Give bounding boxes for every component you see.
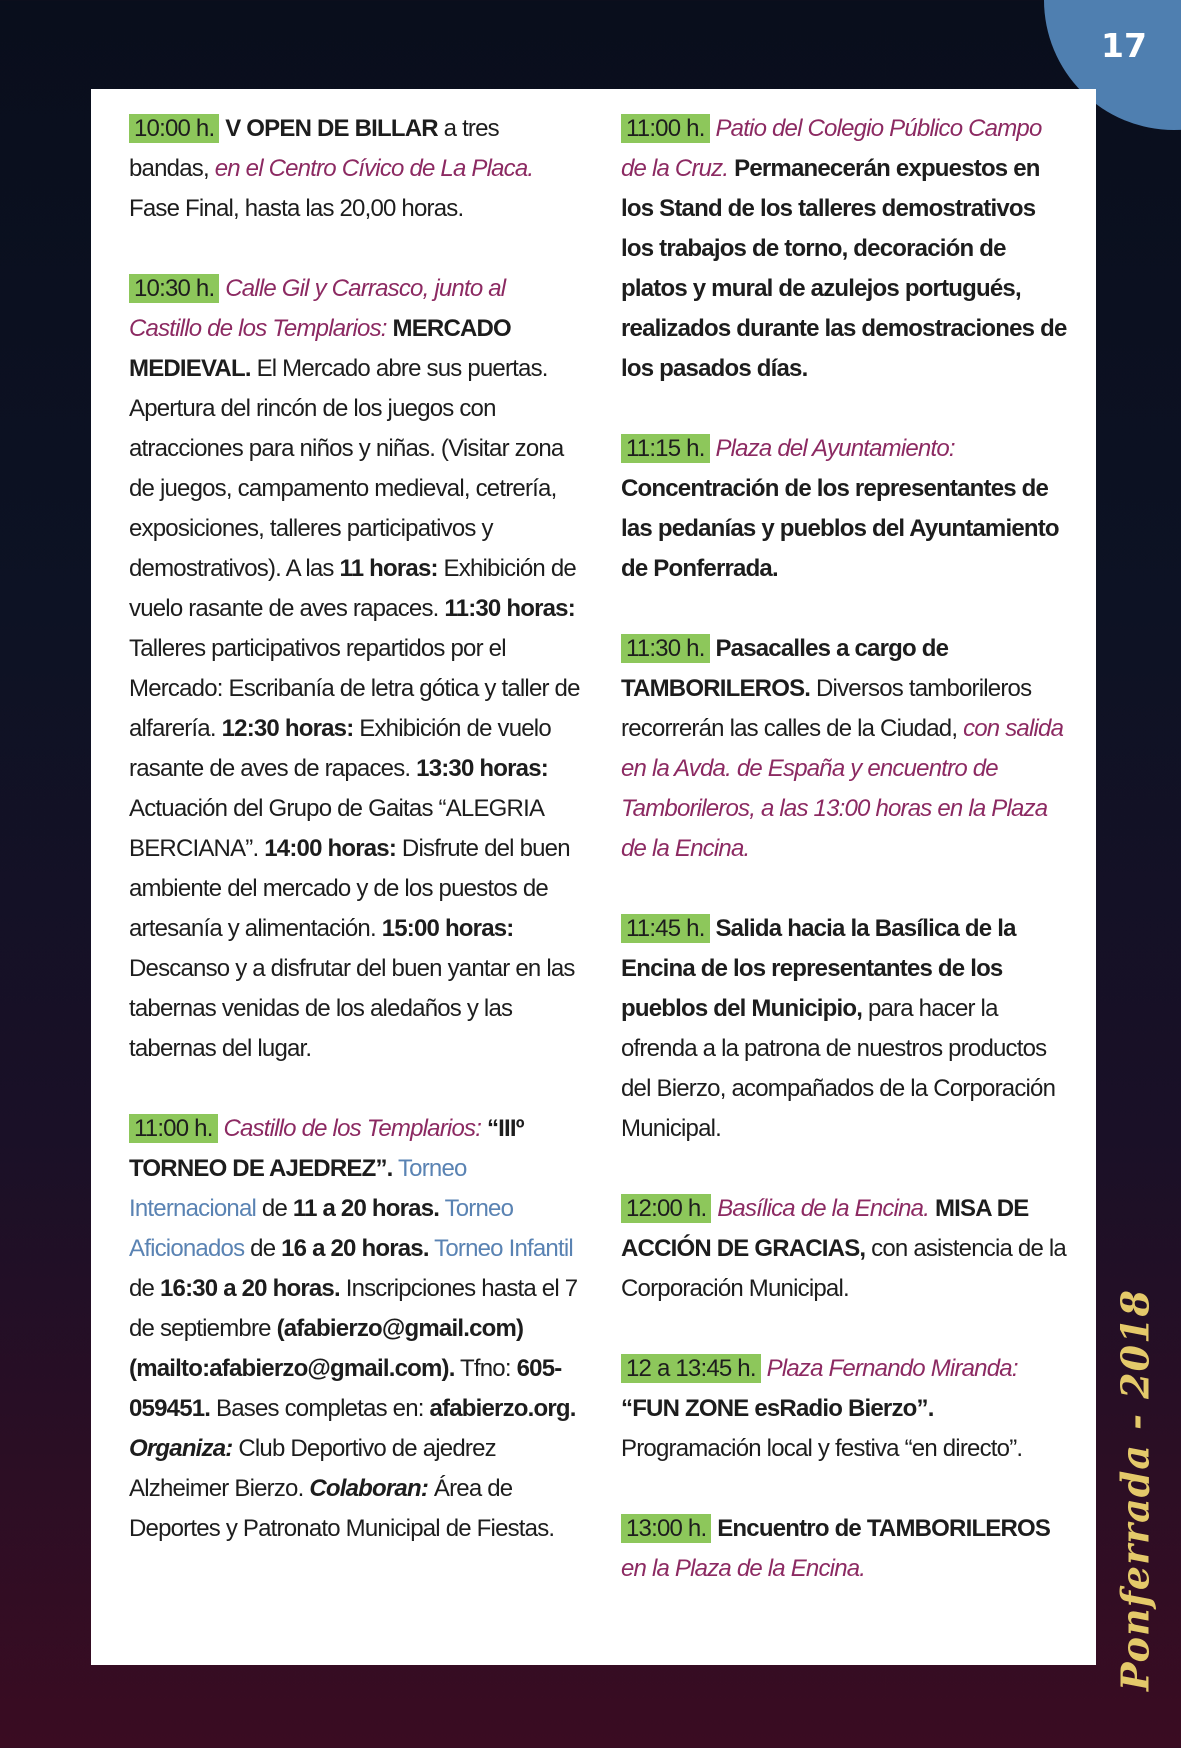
ponferrada-signature: Ponferrada - 2018 — [1112, 1289, 1158, 1691]
event-place: en la Plaza de la Encina. — [621, 1555, 866, 1582]
time-badge: 11:00 h. — [621, 114, 710, 143]
event-text: a tres bandas, — [129, 115, 499, 182]
time-badge: 11:45 h. — [621, 914, 710, 943]
organiza-label: Organiza: — [129, 1435, 233, 1462]
time-badge: 12:00 h. — [621, 1194, 711, 1223]
event-text: Área de Deportes y Patronato Municipal de Fiestas. — [129, 1475, 555, 1542]
event-title: V OPEN DE BILLAR — [225, 115, 438, 142]
event-billar — [129, 109, 581, 229]
left-column — [129, 109, 581, 1589]
event-title: MISA DE ACCIÓN DE GRACIAS, — [621, 1195, 1029, 1262]
event-place: en el Centro Cívico de La Placa. — [214, 155, 534, 182]
contact-email: (afabierzo@gmail.com) (mailto:afabierzo@gmail.com). — [129, 1315, 524, 1382]
event-text: Talleres participativos repartidos por el Mercado: Escribanía de letra gótica y taller de alfarería. — [129, 635, 580, 742]
event-place: Patio del Colegio Público Campo de la Cruz. — [621, 115, 1042, 182]
colaboran-label: Colaboran: — [309, 1475, 429, 1502]
event-title: Permanecerán expuestos en los Stand de los talleres demostrativos los trabajos de torno, decoración de platos y mural de azulejos portugués, realizados durante las demostraciones de los pasados días. — [621, 155, 1067, 382]
event-text: Descanso y a disfrutar del buen yantar en las tabernas venidas de los aledaños y las tabernas del lugar. — [129, 955, 575, 1062]
event-encuentro — [621, 1509, 1071, 1589]
event-text: Club Deportivo de ajedrez Alzheimer Bierzo. — [129, 1435, 496, 1502]
event-place: con salida en la Avda. de España y encuentro de Tamborileros, a las 13:00 horas en la Plaza de la Encina. — [621, 715, 1064, 862]
event-hour: 14:00 horas: — [264, 835, 397, 862]
time-badge: 13:00 h. — [621, 1514, 711, 1543]
time-badge: 12 a 13:45 h. — [621, 1354, 761, 1383]
event-text: Exhibición de vuelo rasante de aves de rapaces. — [129, 715, 551, 782]
event-hour: 13:30 horas: — [416, 755, 548, 782]
contact-phone: 605-059451. — [129, 1355, 562, 1422]
event-text: Disfrute del buen ambiente del mercado y de los puestos de artesanía y alimentación. — [129, 835, 570, 942]
event-title: Concentración de los representantes de las pedanías y pueblos del Ayuntamiento de Ponferrada. — [621, 475, 1059, 582]
event-hour: 16 a 20 horas. — [281, 1235, 429, 1262]
event-fun-zone — [621, 1349, 1071, 1469]
time-badge: 10:30 h. — [129, 274, 219, 303]
tournament-aficionados: Torneo Aficionados — [129, 1195, 514, 1262]
event-text: Tfno: — [454, 1355, 517, 1382]
content-card — [91, 89, 1096, 1665]
event-text: Inscripciones hasta el 7 de septiembre — [129, 1275, 578, 1342]
event-text: Programación local y festiva “en directo”. — [621, 1435, 1023, 1462]
right-column — [621, 109, 1071, 1629]
event-text: de — [129, 1275, 160, 1302]
tournament-infantil: Torneo Infantil — [434, 1235, 573, 1262]
event-pasacalles — [621, 629, 1071, 869]
event-title: “IIIº TORNEO DE AJEDREZ”. — [129, 1115, 524, 1182]
event-hour: 11 a 20 horas. — [292, 1195, 440, 1222]
time-badge: 11:30 h. — [621, 634, 710, 663]
event-text: El Mercado abre sus puertas. Apertura del rincón de los juegos con atracciones para niños y niñas. (Visitar zona de juegos, campamento medieval, cetrería, exposiciones, talleres participativos y demostrativos). A las — [129, 355, 564, 582]
event-place: Plaza del Ayuntamiento: — [715, 435, 955, 462]
event-text: de — [244, 1235, 282, 1262]
event-text: para hacer la ofrenda a la patrona de nuestros productos del Bierzo, acompañados de la Corporación Municipal. — [621, 995, 1056, 1142]
page-number: 17 — [1101, 26, 1147, 65]
event-text: Diversos tamborileros recorrerán las calles de la Ciudad, — [621, 675, 1032, 742]
event-text: Bases completas en: — [210, 1395, 430, 1422]
event-patio — [621, 109, 1071, 389]
event-place: Castillo de los Templarios: — [223, 1115, 482, 1142]
event-text: Actuación del Grupo de Gaitas “ALEGRIA BERCIANA”. — [129, 795, 543, 862]
time-badge: 10:00 h. — [129, 114, 219, 143]
event-title: “FUN ZONE esRadio Bierzo”. — [621, 1395, 934, 1422]
event-hour: 11:30 horas: — [444, 595, 575, 622]
event-place: Calle Gil y Carrasco, junto al Castillo de los Templarios: — [129, 275, 506, 342]
event-misa — [621, 1189, 1071, 1309]
event-place: Plaza Fernando Miranda: — [766, 1355, 1018, 1382]
contact-website: afabierzo.org. — [429, 1395, 576, 1422]
event-text: con asistencia de la Corporación Municipal. — [621, 1235, 1066, 1302]
event-basilica-salida — [621, 909, 1071, 1149]
event-hour: 16:30 a 20 horas. — [159, 1275, 340, 1302]
event-place: Basílica de la Encina. — [717, 1195, 930, 1222]
event-text: Exhibición de vuelo rasante de aves rapaces. — [129, 555, 576, 622]
event-plaza-ayuntamiento — [621, 429, 1071, 589]
time-badge: 11:15 h. — [621, 434, 710, 463]
event-mercado — [129, 269, 581, 1069]
event-hour: 15:00 horas: — [381, 915, 514, 942]
event-title: Encuentro de TAMBORILEROS — [717, 1515, 1051, 1542]
time-badge: 11:00 h. — [129, 1114, 218, 1143]
event-hour: 11 horas: — [339, 555, 438, 582]
event-ajedrez — [129, 1109, 581, 1549]
event-title: Pasacalles a cargo de TAMBORILEROS. — [621, 635, 949, 702]
tournament-international: Torneo Internacional — [129, 1155, 467, 1222]
event-title: Salida hacia la Basílica de la Encina de los representantes de los pueblos del Municipio, — [621, 915, 1016, 1022]
event-text: Fase Final, hasta las 20,00 horas. — [129, 195, 464, 222]
event-text: de — [256, 1195, 293, 1222]
event-hour: 12:30 horas: — [221, 715, 354, 742]
event-title: MERCADO MEDIEVAL. — [129, 315, 511, 382]
